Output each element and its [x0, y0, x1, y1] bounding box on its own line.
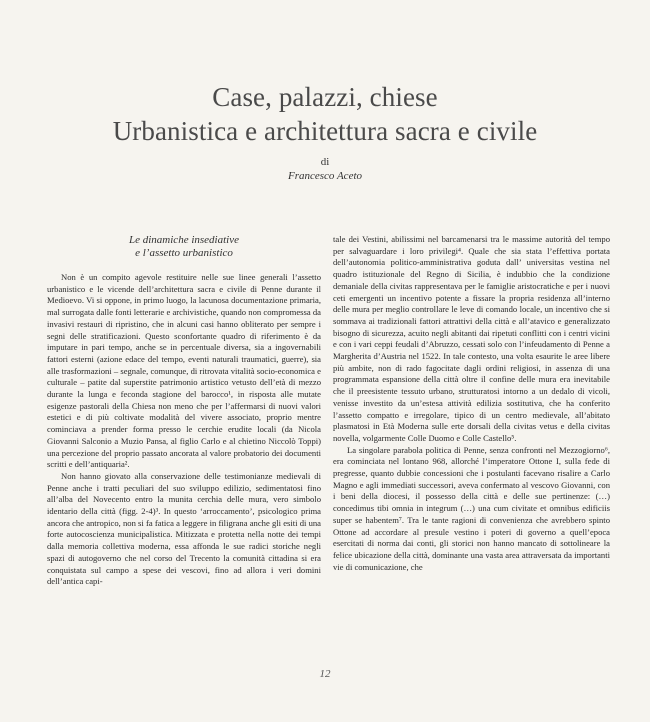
title-line-2: Urbanistica e architettura sacra e civile	[112, 116, 538, 146]
left-column	[47, 234, 321, 588]
paragraph: Non è un compito agevole restituire nelle sue linee generali l’assetto urbanistico e le vicende dell’architettura sacra e civile di Penne durante il Medioevo. Vi si oppone, in primo luogo, la lacunosa documentazione primaria, mal surrogata dalle fonti letterarie e archivistiche, quando non compromessa da invasivi restauri di ripristino, che in alcuni casi hanno obliterato per sempre i segni delle stratificazioni. Questo sconfortante quadro di riferimento è da imputare in pari tempo, anche se in percentuale diversa, sia a ingovernabili fattori esterni (azione edace del tempo, eventi naturali traumatici, guerre), sia alle trasformazioni – segnale, comunque, di ritrovata vitalità socio-economica e culturale – patite dal superstite patrimonio artistico vetusto dell’età di mezzo durante la lunga e feconda stagione del barocco¹, in risposta alle mutate esigenze pastorali della Chiesa non meno che per l’affermarsi di nuovi valori estetici e di più coltivate modalità del vivere associato, proprio mentre cominciava a prender forma presso le cerchie erudite locali (da Nicola Giovanni Salconio a Muzio Pansa, al figlio Carlo e al chietino Niccolò Toppi) una percezione del proprio passato ancorata al valore probatorio dei documenti scritti e dell’antiquaria².	[47, 272, 321, 470]
section-heading-line-1: Le dinamiche insediative	[129, 234, 239, 246]
byline-di: di	[320, 156, 330, 168]
byline	[0, 155, 650, 183]
title-line-1: Case, palazzi, chiese	[212, 82, 438, 112]
section-heading-line-2: e l’assetto urbanistico	[135, 247, 233, 259]
page-number: 12	[319, 668, 331, 680]
paragraph: Non hanno giovato alla conservazione delle testimonianze medievali di Penne anche i tratti peculiari del suo sviluppo edilizio, sedimentatosi fino all’alba del Novecento entro la munita cerchia delle mura, vero simbolo identario della città (figg. 2-4)³. In questo ‘arroccamento’, psicologico prima ancora che antropico, non si fa fatica a leggere in filigrana anche gli esiti di una forte autocoscienza municipalistica. Mitizzata e protetta nella notte dei tempi dalla memoria collettiva moderna, essa affonda le sue radici storiche negli spazi di autogoverno che nel corso del Trecento la comunità cittadina si era conquistata sul campo a spese dei vescovi, fino ad allora i veri domini dell’antica capi-	[47, 470, 321, 587]
page-title	[0, 80, 650, 148]
right-column	[333, 234, 610, 573]
section-heading	[47, 234, 321, 260]
paragraph: La singolare parabola politica di Penne, senza confronti nel Mezzogiorno⁶, era cominciata nel lontano 968, allorché l’imperatore Ottone I, sulla fede di pregresse, quanto dubbie concessioni che i postulanti facevano risalire a Carlo Magno e agli immediati successori, aveva confermato al vescovo Giovanni, con i beni della diocesi, il possesso della città e delle sue pertinenze: (…) concedimus tibi omnia in integrum (…) una cum civitate et omnibus edificiis super se habentem⁷. Tra le tante ragioni di convenienza che avrebbero spinto Ottone ad accordare al presule vestino i poteri di governo a quell’epoca esercitati di norma dai conti, gli storici non hanno mancato di sottolineare la felice ubicazione della città, dominante una vasta area attraversata da importanti vie di comunicazione, che	[333, 444, 610, 572]
byline-author: Francesco Aceto	[287, 170, 363, 182]
paragraph: tale dei Vestini, abilissimi nel barcamenarsi tra le massime autorità del tempo per salvaguardare i loro privilegi⁴. Quale che sia stata l’effettiva portata dell’autonomia politico-amministrativa goduta dall’ universitas vestina nel quadro istituzionale del Regno di Sicilia, è indubbio che la condizione demaniale della civitas rappresentava per le famiglie aristocratiche e per i nuovi ceti emergenti un incentivo potente a fissare la propria residenza all’interno delle mura per meglio controllare le leve di comando locale, un incentivo che si sommava ai tradizionali fattori attrattivi della città e all’atavico e generalizzato bisogno di sicurezza, acuito negli abitanti dai ripetuti conflitti con i centri vicini e con i vari ceppi feudali d’Abruzzo, cessati solo con l’infeudamento di Penne a Margherita d’Austria nel 1522. In tale contesto, una volta esaurite le aree libere più ambite, non di rado fagocitate dagli ordini religiosi, in assenza di una programmata espansione della città oltre il confine delle mura era inevitabile che il preesistente tessuto urbano, strutturatosi intorno a un dedalo di vicoli, venisse investito da un’estesa attività edilizia sostitutiva, che ha conferito l’assetto compatto e irregolare, tipico di un centro medievale, all’abitato plasmatosi in Età Moderna sulle erte dorsali della civitas vetus e della civitas novella, volgarmente Colle Duomo e Colle Castello⁵.	[333, 234, 610, 443]
